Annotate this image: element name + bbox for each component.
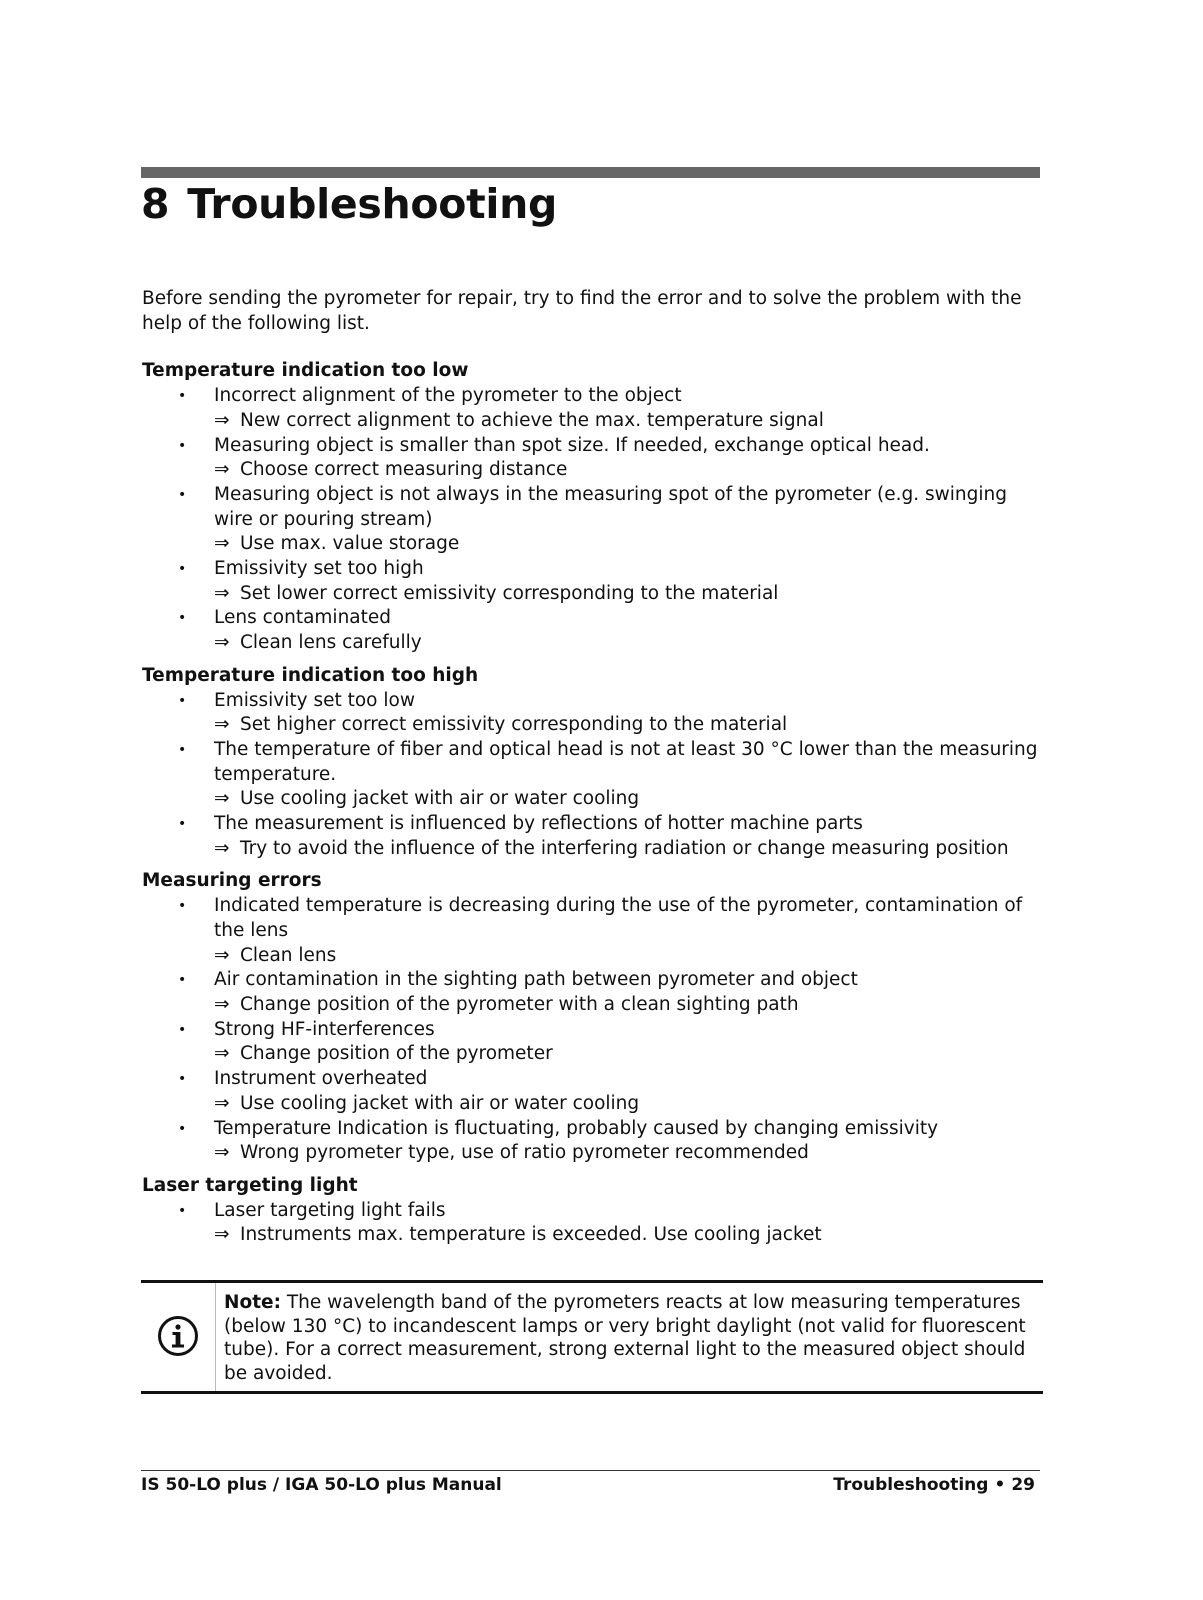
solution [214, 787, 1042, 812]
chapter-title [141, 180, 557, 228]
arrow-icon: ⇒ [214, 944, 230, 966]
problem-list [142, 384, 1042, 656]
problem-text: Air contamination in the sighting path between pyrometer and object [214, 969, 858, 991]
arrow-icon: ⇒ [214, 993, 230, 1015]
bullet: • [178, 898, 187, 915]
problem-text: Measuring object is not always in the measuring spot of the pyrometer (e.g. swinging wire or pouring stream) [214, 483, 1007, 530]
problem-text: Emissivity set too low [214, 689, 415, 711]
page-number: 29 [1011, 1475, 1035, 1495]
solution-text: Set higher correct emissivity corresponding to the material [240, 714, 788, 736]
footer-manual-title: IS 50-LO plus / IGA 50-LO plus Manual [141, 1475, 502, 1495]
list-item [142, 1199, 1042, 1248]
problem-text: Laser targeting light fails [214, 1199, 446, 1221]
solution [214, 1141, 1042, 1166]
section [142, 359, 1042, 655]
arrow-icon: ⇒ [214, 409, 230, 431]
solution-text: Use max. value storage [240, 533, 460, 555]
solution [214, 944, 1042, 969]
problem-list [142, 689, 1042, 862]
list-item [142, 1117, 1042, 1166]
bullet: • [178, 692, 187, 709]
list-item [142, 1018, 1042, 1067]
bullet: • [178, 486, 187, 503]
arrow-icon: ⇒ [214, 837, 230, 859]
solution-text: Clean lens carefully [240, 632, 422, 654]
section-heading: Laser targeting light [142, 1174, 358, 1196]
problem-text: Incorrect alignment of the pyrometer to the object [214, 385, 682, 407]
arrow-icon: ⇒ [214, 533, 230, 555]
solution-text: Choose correct measuring distance [240, 459, 568, 481]
list-item [142, 606, 1042, 655]
problem-text: Lens contaminated [214, 607, 392, 629]
solution [214, 837, 1042, 862]
list-item [142, 384, 1042, 433]
bullet: • [178, 1202, 187, 1219]
problem-text: Temperature Indication is fluctuating, probably caused by changing emissivity [214, 1117, 939, 1139]
arrow-icon: ⇒ [214, 582, 230, 604]
list-item [142, 968, 1042, 1017]
solution-text: Wrong pyrometer type, use of ratio pyrometer recommended [240, 1142, 809, 1164]
bullet: • [178, 816, 187, 833]
problem-text: Instrument overheated [214, 1068, 428, 1090]
section [142, 1174, 1042, 1248]
problem-text: Indicated temperature is decreasing during the use of the pyrometer, contamination of the lens [214, 895, 1023, 941]
intro-paragraph: Before sending the pyrometer for repair, try to find the error and to solve the problem with the help of the following list. [142, 288, 1022, 334]
section [142, 664, 1042, 862]
troubleshooting-list [142, 359, 1042, 1248]
solution [214, 1223, 1042, 1248]
solution-text: Use cooling jacket with air or water cooling [240, 1092, 640, 1114]
solution-text: Instruments max. temperature is exceeded. Use cooling jacket [240, 1224, 822, 1246]
info-icon [157, 1315, 199, 1357]
footer-page-info [833, 1475, 1035, 1495]
solution-text: Try to avoid the influence of the interfering radiation or change measuring position [240, 837, 1009, 859]
note-label: Note: [224, 1292, 281, 1313]
problem-text: Strong HF-interferences [214, 1018, 435, 1040]
bullet: • [178, 610, 187, 627]
bullet: • [178, 1120, 187, 1137]
bullet: • [178, 437, 187, 454]
solution-text: Change position of the pyrometer [240, 1043, 553, 1065]
list-item [142, 812, 1042, 861]
chapter-title-text: Troubleshooting [187, 180, 558, 228]
footer-rule [141, 1470, 1040, 1471]
arrow-icon: ⇒ [214, 714, 230, 736]
note-body: The wavelength band of the pyrometers reacts at low measuring temperatures (below 130 °C) to incandescent lamps or very bright daylight (not valid for fluorescent tube). For a correct measurement, strong external light to the measured object should be avoided. [224, 1292, 1026, 1384]
solution [214, 1042, 1042, 1067]
arrow-icon: ⇒ [214, 1092, 230, 1114]
list-item [142, 557, 1042, 606]
solution [214, 713, 1042, 738]
chapter-number: 8 [141, 180, 170, 228]
problem-text: Emissivity set too high [214, 558, 424, 580]
solution [214, 532, 1042, 557]
problem-list [142, 1199, 1042, 1248]
solution-text: Use cooling jacket with air or water cooling [240, 788, 640, 810]
list-item [142, 738, 1042, 812]
bullet: • [178, 741, 187, 758]
solution [214, 409, 1042, 434]
section-heading: Measuring errors [142, 870, 322, 892]
arrow-icon: ⇒ [214, 459, 230, 481]
solution [214, 1092, 1042, 1117]
arrow-icon: ⇒ [214, 632, 230, 654]
solution-text: Set lower correct emissivity corresponding to the material [240, 582, 779, 604]
list-item [142, 483, 1042, 557]
solution-text: Clean lens [240, 944, 337, 966]
list-item [142, 434, 1042, 483]
solution [214, 993, 1042, 1018]
bullet: • [178, 561, 187, 578]
bullet: • [178, 1071, 187, 1088]
problem-text: Measuring object is smaller than spot size. If needed, exchange optical head. [214, 434, 930, 456]
list-item [142, 894, 1042, 968]
problem-list [142, 894, 1042, 1166]
note-box [141, 1280, 1043, 1394]
footer-section: Troubleshooting [833, 1475, 989, 1495]
footer-separator: • [994, 1475, 1006, 1495]
arrow-icon: ⇒ [214, 1224, 230, 1246]
solution [214, 631, 1042, 656]
chapter-rule [141, 167, 1040, 178]
note-text [224, 1291, 1034, 1385]
solution-text: Change position of the pyrometer with a clean sighting path [240, 993, 799, 1015]
page-content [142, 287, 1042, 1256]
section [142, 869, 1042, 1165]
bullet: • [178, 1021, 187, 1038]
arrow-icon: ⇒ [214, 1142, 230, 1164]
solution [214, 458, 1042, 483]
solution-text: New correct alignment to achieve the max. temperature signal [240, 409, 824, 431]
solution [214, 582, 1042, 607]
arrow-icon: ⇒ [214, 788, 230, 810]
section-heading: Temperature indication too high [142, 664, 479, 686]
problem-text: The temperature of fiber and optical head is not at least 30 °C lower than the measuring temperature. [214, 738, 1038, 785]
list-item [142, 689, 1042, 738]
problem-text: The measurement is influenced by reflections of hotter machine parts [214, 813, 863, 835]
note-divider [215, 1283, 216, 1391]
bullet: • [178, 972, 187, 989]
list-item [142, 1067, 1042, 1116]
arrow-icon: ⇒ [214, 1043, 230, 1065]
bullet: • [178, 388, 187, 405]
section-heading: Temperature indication too low [142, 360, 469, 382]
